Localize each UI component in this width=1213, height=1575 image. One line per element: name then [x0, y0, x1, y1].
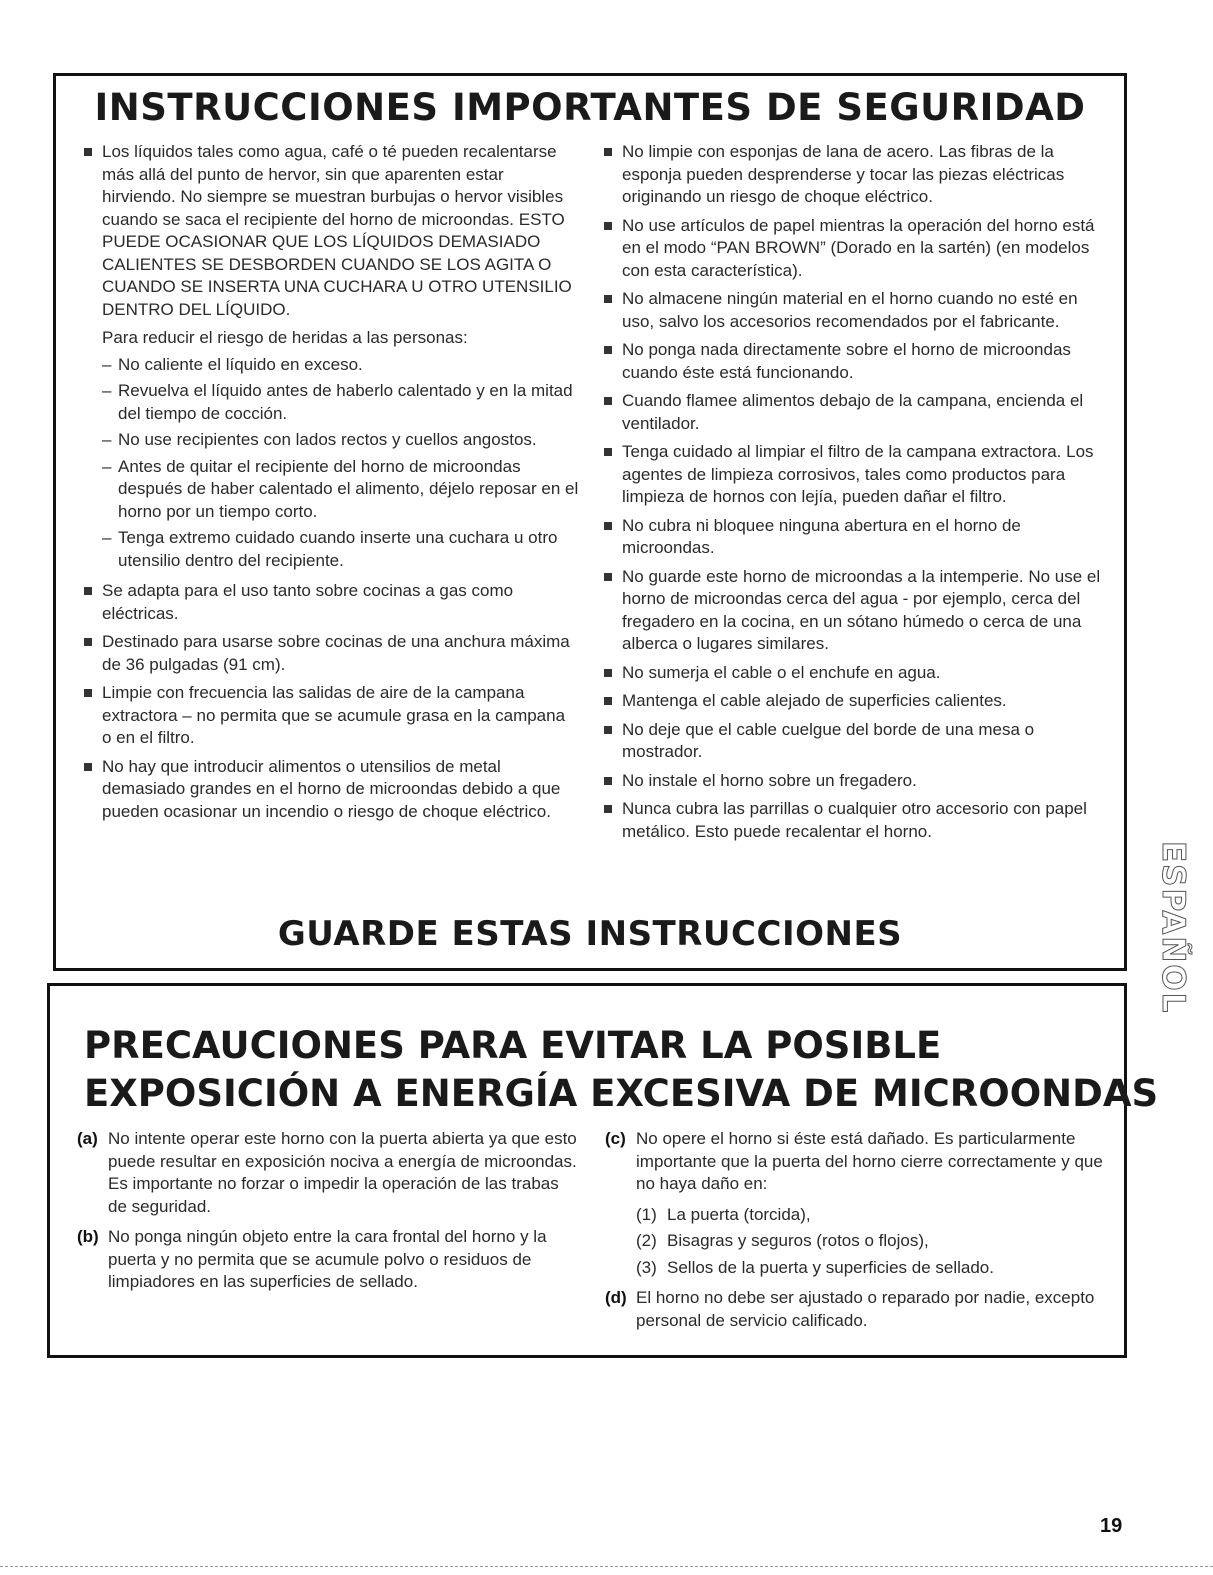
list-item: Se adapta para el uso tanto sobre cocinas a gas como eléctricas.	[84, 580, 579, 625]
list-item: (3) Sellos de la puerta y superficies de sellado.	[636, 1257, 994, 1277]
list-item: Destinado para usarse sobre cocinas de una anchura máxima de 36 pulgadas (91 cm).	[84, 631, 579, 676]
microwave-precautions-box	[47, 983, 1159, 1358]
list-item: Mantenga el cable alejado de superficies calientes.	[604, 690, 1114, 713]
bullet-icon	[604, 448, 612, 456]
safety-left-column	[84, 141, 579, 829]
bullet-icon	[604, 346, 612, 354]
reduce-risk-intro: Para reducir el riesgo de heridas a las personas:	[102, 328, 468, 347]
precautions-left-column	[77, 1128, 582, 1302]
damage-list	[605, 1204, 1105, 1280]
list-item: No instale el horno sobre un fregadero.	[604, 770, 1114, 793]
save-instructions-heading: GUARDE ESTAS INSTRUCCIONES	[277, 914, 903, 954]
dash-item: – No caliente el líquido en exceso.	[102, 354, 363, 374]
language-side-tab: ESPAÑOL	[1155, 841, 1191, 1015]
precaution-item-d: (d) El horno no debe ser ajustado o reparado por nadie, excepto personal de servicio calificado.	[605, 1288, 1095, 1330]
precautions-title: PRECAUCIONES PARA EVITAR LA POSIBLE EXPOSICIÓN A ENERGÍA EXCESIVA DE MICROONDAS	[84, 1024, 1159, 1115]
page-number: 19	[1100, 1515, 1123, 1537]
list-item: (2) Bisagras y seguros (rotos o flojos),	[636, 1231, 929, 1250]
list-item: Nunca cubra las parrillas o cualquier otro accesorio con papel metálico. Esto puede recalentar el horno.	[604, 798, 1114, 843]
list-item: No ponga nada directamente sobre el horno de microondas cuando éste está funcionando.	[604, 339, 1114, 384]
bottom-divider	[0, 1566, 1213, 1567]
list-item: No sumerja el cable o el enchufe en agua.	[604, 662, 1114, 685]
bullet-icon	[604, 777, 612, 785]
list-item: No use artículos de papel mientras la operación del horno está en el modo “PAN BROWN” (Dorado en la sartén) (en modelos con esta característica).	[604, 215, 1114, 283]
precaution-item-c: (c) No opere el horno si éste está dañado. Es particularmente importante que la puerta del horno cierre correctamente y que no haya daño en:	[605, 1129, 1103, 1193]
bullet-icon	[604, 295, 612, 303]
bullet-icon	[604, 148, 612, 156]
list-item: Tenga cuidado al limpiar el filtro de la campana extractora. Los agentes de limpieza corrosivos, tales como productos para limpieza de hornos con lejía, pueden dañar el filtro.	[604, 441, 1114, 509]
list-item: (1) La puerta (torcida),	[636, 1204, 811, 1224]
precautions-right-column	[605, 1128, 1105, 1340]
bullet-icon	[84, 587, 92, 595]
bullet-icon	[84, 148, 92, 156]
bullet-icon	[84, 763, 92, 771]
list-item: Los líquidos tales como agua, café o té pueden recalentarse más allá del punto de hervor, sin que aparenten estar hirviendo. No siempre se muestran burbujas o hervor visibles cuando se saca el recipiente del horno de microondas. ESTO PUEDE OCASIONAR QUE LOS LÍQUIDOS DEMASIADO CALIENTES SE DESBORDEN CUANDO SE LOS AGITA O CUANDO SE INSERTA UNA CUCHARA U OTRO UTENSILIO DENTRO DEL LÍQUIDO.	[84, 141, 579, 321]
dash-item: – Revuelva el líquido antes de haberlo calentado y en la mitad del tiempo de cocción.	[102, 381, 573, 423]
bullet-icon	[604, 573, 612, 581]
bullet-icon	[604, 222, 612, 230]
list-item: No deje que el cable cuelgue del borde de una mesa o mostrador.	[604, 719, 1114, 764]
list-item: No almacene ningún material en el horno cuando no esté en uso, salvo los accesorios recomendados por el fabricante.	[604, 288, 1114, 333]
list-item: No limpie con esponjas de lana de acero. Las fibras de la esponja pueden desprenderse y tocar las piezas eléctricas originando un riesgo de choque eléctrico.	[604, 141, 1114, 209]
bullet-icon	[84, 689, 92, 697]
list-item: No hay que introducir alimentos o utensilios de metal demasiado grandes en el horno de microondas debido a que pueden ocasionar un incendio o riesgo de choque eléctrico.	[84, 756, 579, 824]
bullet-icon	[604, 805, 612, 813]
precaution-item-a: (a) No intente operar este horno con la puerta abierta ya que esto puede resultar en exposición nociva a energía de microondas. Es importante no forzar o impedir la operación de las trabas de seguridad.	[77, 1129, 577, 1216]
safety-instructions-box	[53, 73, 1127, 971]
bullet-icon	[84, 638, 92, 646]
bullet-icon	[604, 669, 612, 677]
bullet-icon	[604, 522, 612, 530]
bullet-icon	[604, 697, 612, 705]
list-item: Cuando flamee alimentos debajo de la campana, encienda el ventilador.	[604, 390, 1114, 435]
bullet-icon	[604, 397, 612, 405]
dash-item: – No use recipientes con lados rectos y cuellos angostos.	[102, 430, 537, 449]
list-item: Limpie con frecuencia las salidas de aire de la campana extractora – no permita que se acumule grasa en la campana o en el filtro.	[84, 682, 579, 750]
list-item: No cubra ni bloquee ninguna abertura en el horno de microondas.	[604, 515, 1114, 560]
safety-title: INSTRUCCIONES IMPORTANTES DE SEGURIDAD	[94, 86, 1086, 129]
safety-right-column	[604, 141, 1114, 849]
list-item: No guarde este horno de microondas a la intemperie. No use el horno de microondas cerca del agua - por ejemplo, cerca del fregadero en la cocina, en un sótano húmedo o cerca de una alberca o lugares similares.	[604, 566, 1114, 656]
bullet-icon	[604, 726, 612, 734]
dash-item: – Antes de quitar el recipiente del horno de microondas después de haber calentado el alimento, déjelo reposar en el horno por un tiempo corto.	[102, 456, 579, 521]
precaution-item-b: (b) No ponga ningún objeto entre la cara frontal del horno y la puerta y no permita que se acumule polvo o residuos de limpiadores en las superficies de sellado.	[77, 1227, 547, 1291]
dash-item: – Tenga extremo cuidado cuando inserte una cuchara u otro utensilio dentro del recipiente.	[102, 528, 558, 570]
